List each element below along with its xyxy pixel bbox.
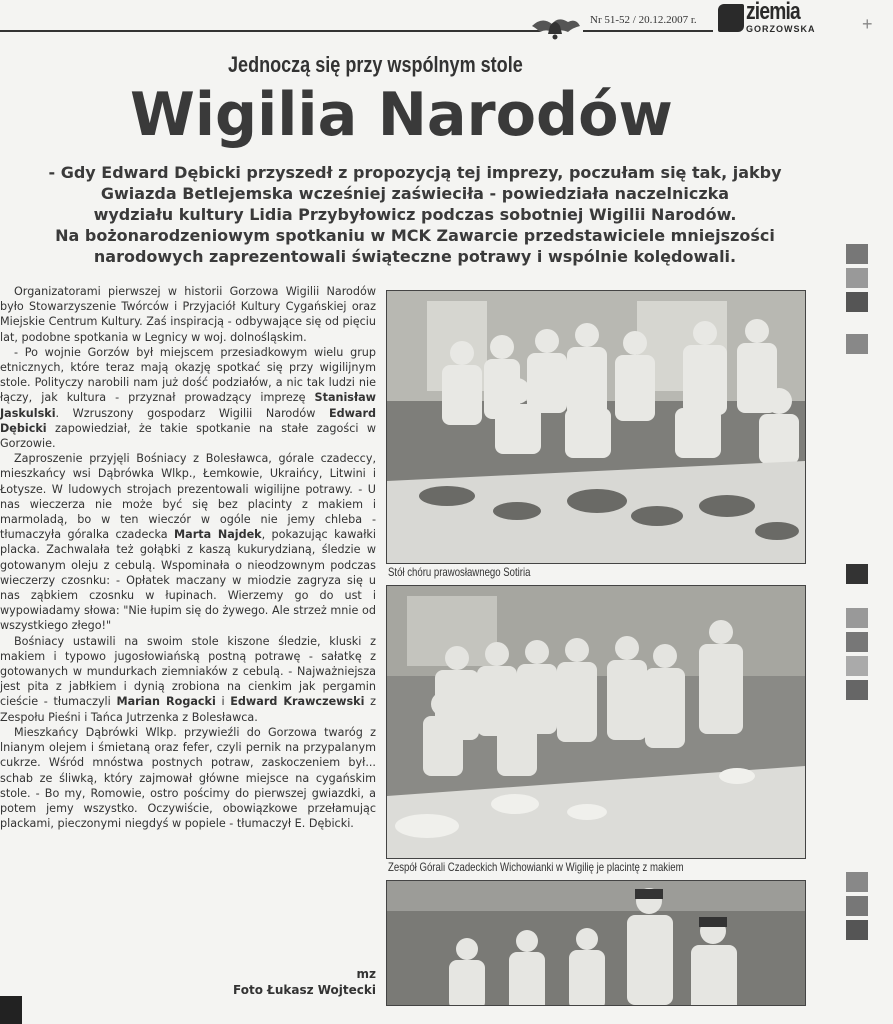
article-lead	[0, 162, 830, 267]
logo-subtitle: GORZOWSKA	[746, 24, 816, 34]
person-name: Edward Dębicki	[0, 406, 376, 435]
lead-line: wydziału kultury Lidia Przybyłowicz podczas sobotniej Wigilii Narodów.	[93, 205, 737, 224]
scan-edge-bar	[846, 334, 868, 354]
photo-caption: Zespół Górali Czadeckich Wichowianki w Wigilię je placintę z makiem	[388, 860, 684, 874]
scan-edge-bar	[846, 268, 868, 288]
person-name: Stanisław Jaskulski	[0, 391, 376, 420]
photo-guests	[386, 880, 806, 1006]
photo-credit: Foto Łukasz Wojtecki	[233, 983, 376, 997]
body-paragraph: Bośniacy ustawili na swoim stole kiszone śledzie, kluski z makiem i typowo jugosłowiańską postną potrawę - sałatkę z gotowanych w mundurkach ziemniaków z cebulą. - Najważniejsza jest pita z jabłkiem i dynią zrobiona na cienkim jak pergamin cieście - tłumaczyli Marian Rogacki i Edward Krawczewski z Zespołu Pieśni i Tańca Jutrzenka z Bolesławca.	[0, 634, 376, 724]
person-name: Edward Krawczewski	[230, 695, 365, 709]
scan-edge-bar	[846, 896, 868, 916]
scan-edge-bar	[846, 656, 868, 676]
lead-line: - Gdy Edward Dębicki przyszedł z propozycją tej imprezy, poczułam się tak, jakby	[48, 163, 782, 182]
logo-word: ziemia	[746, 0, 800, 25]
christmas-bell-icon	[528, 12, 582, 42]
issue-date: Nr 51-52 / 20.12.2007 r.	[590, 14, 697, 26]
newspaper-logo	[718, 0, 816, 36]
logo-mark	[718, 4, 744, 32]
body-paragraph: - Po wojnie Gorzów był miejscem przesiadkowym wielu grup etnicznych, które teraz mają okazję spotkać się przy wigilijnym stole. Polityczy narobili nam już dość podziałów, a nic tak ludzi nie łączy, jak kultura - przyznał prowadzący imprezę Stanisław Jaskulski. Wzruszony gospodarz Wigilii Narodów Edward Dębicki zapowiedział, że takie spotkanie na stałe zagości w Gorzowie.	[0, 345, 376, 451]
masthead-rule-right	[583, 30, 713, 32]
author-signature: mz	[356, 967, 376, 981]
person-name: Marta Najdek	[174, 528, 262, 542]
lead-line: Na bożonarodzeniowym spotkaniu w MCK Zawarcie przedstawiciele mniejszości	[55, 226, 775, 245]
lead-line: narodowych zaprezentowali świąteczne potrawy i wspólnie kolędowali.	[93, 247, 737, 266]
person-name: Marian Rogacki	[116, 695, 216, 709]
body-paragraph: Mieszkańcy Dąbrówki Wlkp. przywieźli do Gorzowa twaróg z lnianym olejem i śmietaną oraz fefer, czyli pernik na przypalanym cukrze. Wśród mnóstwa postnych potraw, zaskoczeniem był... schab ze śliwką, który zajmował główne miejsce na cygańskim stole. - Bo my, Romowie, ostro pościmy do pierwszej gwiazdki, a potem jemy wszystko. Oczywiście, obowiązkowe przełamując plackami, pieczonymi niegdyś w popiele - tłumaczył E. Dębicki.	[0, 725, 376, 831]
photo-caption: Stół chóru prawosławnego Sotiria	[388, 565, 531, 579]
article-title: Wigilia Narodów	[130, 80, 673, 150]
scan-edge-bar	[846, 680, 868, 700]
scan-edge-bar	[846, 608, 868, 628]
scan-edge-bar	[846, 872, 868, 892]
registration-mark-icon: +	[862, 14, 873, 34]
body-paragraph: Organizatorami pierwszej w historii Gorzowa Wigilii Narodów było Stowarzyszenie Twórców i Przyjaciół Kultury Cygańskiej oraz Miejskie Centrum Kultury. Zaś inspiracją - odbywające się od pięciu lat, podobne spotkania w Legnicy w woj. dolnośląskim.	[0, 285, 376, 344]
scan-edge-corner	[0, 996, 22, 1024]
article-body	[0, 284, 376, 831]
article-kicker: Jednoczą się przy wspólnym stole	[228, 52, 523, 77]
scan-edge-bar	[846, 632, 868, 652]
scan-edge-bar	[846, 564, 868, 584]
byline	[0, 966, 376, 998]
masthead-rule	[0, 30, 540, 32]
photo-choir-table	[386, 290, 806, 564]
body-paragraph: Zaproszenie przyjęli Bośniacy z Bolesławca, górale czadeccy, mieszkańcy wsi Dąbrówka Wlkp., Łemkowie, Ukraińcy, Litwini i Łotysze. W ludowych strojach prezentowali wigilijne potrawy. - U nas wieczerza nie może być się bez placinty z makiem i marmoladą, bo w ten wieczór w ogóle nie jemy chleba - tłumaczyła góralka czadecka Marta Najdek, pokazując kawałki placka. Zachwalała też gołąbki z kaszą kukurydzianą, śledzie w gotowanym oleju z cebulą. Wspominała o nieodzownym podczas wieczerzy czosnku: - Opłatek maczany w miodzie zagryza się u nas ząbkiem czosnku w łupinach. Wierzemy go do ust i wypowiadamy słowa: "Nie łupim się do żywego. Ale strzeż mnie od wszystkiego złego!"	[0, 452, 376, 633]
lead-line: Gwiazda Betlejemska wcześniej zaświeciła - powiedziała naczelniczka	[100, 184, 730, 203]
scan-edge-bar	[846, 244, 868, 264]
scan-edge-bar	[846, 920, 868, 940]
photo-highlanders	[386, 585, 806, 859]
scan-edge-bar	[846, 292, 868, 312]
